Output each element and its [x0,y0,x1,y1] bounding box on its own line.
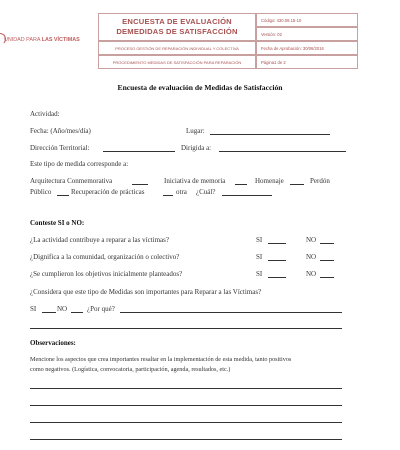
por-que-line-2[interactable] [30,328,342,329]
q1-no-label: NO [306,236,317,244]
logo [0,13,98,69]
q4-si-field[interactable] [42,312,56,313]
option-iniciativa-field[interactable] [235,184,247,185]
question-2: ¿Dignifica a la comunidad, organización o colectivo? [30,253,180,261]
question-3: ¿Se cumplieron los objetivos inicialmente planteados? [30,270,183,278]
header-page: Página1 de 2 [256,55,358,69]
header-process: PROCESO GESTIÓN DE REPARACIÓN INDIVIDUAL Y COLECTIVA [98,41,256,55]
label-por-que: ¿Por qué? [87,305,115,313]
observaciones-line-1[interactable] [30,388,342,389]
q4-si-label: SI [30,305,37,313]
label-fecha: Fecha: (Año/mes/día) [30,127,91,135]
observaciones-line-4[interactable] [30,439,342,440]
header-procedure: PROCEDIMIENTO MEDIDAS DE SATISFACCIÓN PARA REPARACIÓN [98,55,256,69]
por-que-field[interactable] [120,312,342,313]
q2-no-label: NO [306,253,317,261]
header-code: Código: 430.08.15-10 [256,13,358,27]
option-arquitectura-field[interactable] [132,184,148,185]
option-homenaje: Homenaje [255,177,284,185]
q3-si-field[interactable] [268,277,286,278]
label-observaciones: Observaciones: [30,339,76,347]
observaciones-line-3[interactable] [30,422,342,423]
option-recuperacion: Recuperación de prácticas [71,188,145,196]
label-tipo-medida: Este tipo de medida corresponde a: [30,160,129,168]
q2-no-field[interactable] [320,260,334,261]
direccion-field[interactable] [103,151,175,152]
q1-si-label: SI [256,236,263,244]
observaciones-line-2[interactable] [30,405,342,406]
document-header [0,13,358,69]
option-otra: otra [176,188,187,196]
header-version: Versión: 02 [256,27,358,41]
q3-si-label: SI [256,270,263,278]
option-perdon: Perdón [310,177,330,185]
label-dirigida: Dirigida a: [181,144,212,152]
label-actividad: Actividad: [30,110,60,118]
header-title: ENCUESTA DE EVALUACIÓN DEMEDIDAS DE SATISFACCIÓN [98,13,256,41]
logo-text: UNIDAD PARA LAS VÍCTIMAS [4,37,80,43]
question-1: ¿La actividad contribuye a reparar a las víctimas? [30,236,169,244]
q3-no-field[interactable] [320,277,334,278]
q1-no-field[interactable] [320,243,334,244]
option-iniciativa: Iniciativa de memoria [164,177,226,185]
option-recuperacion-field[interactable] [163,195,173,196]
observaciones-instructions-2: como negativos. (Logística, convocatoria, participación, agenda, resultados, etc.) [30,366,231,373]
option-arquitectura: Arquitectura Conmemorativa [30,177,113,185]
header-approval-date: Fecha de Aprobación: 30/06/2016 [256,41,358,55]
label-conteste: Conteste SI o NO: [30,219,85,227]
lugar-field[interactable] [210,134,330,135]
option-cual-field[interactable] [222,195,272,196]
document-heading: Encuesta de evaluación de Medidas de Satisfacción [117,83,283,92]
q1-si-field[interactable] [268,243,286,244]
label-direccion: Dirección Territorial: [30,144,90,152]
q2-si-label: SI [256,253,263,261]
q4-no-field[interactable] [71,312,83,313]
option-publico: Público [30,188,52,196]
q4-no-label: NO [57,305,68,313]
dirigida-field[interactable] [219,151,346,152]
q2-si-field[interactable] [268,260,286,261]
option-publico-field[interactable] [57,195,69,196]
question-4: ¿Considera que este tipo de Medidas son importantes para Reparar a las Víctimas? [30,288,262,296]
label-lugar: Lugar: [186,127,205,135]
option-homenaje-field[interactable] [290,184,304,185]
q3-no-label: NO [306,270,317,278]
observaciones-instructions-1: Mencione los aspectos que crea importantes resaltar en la implementación de esta medida, tanto positivos [30,356,292,363]
option-cual: ¿Cuál? [196,188,216,196]
